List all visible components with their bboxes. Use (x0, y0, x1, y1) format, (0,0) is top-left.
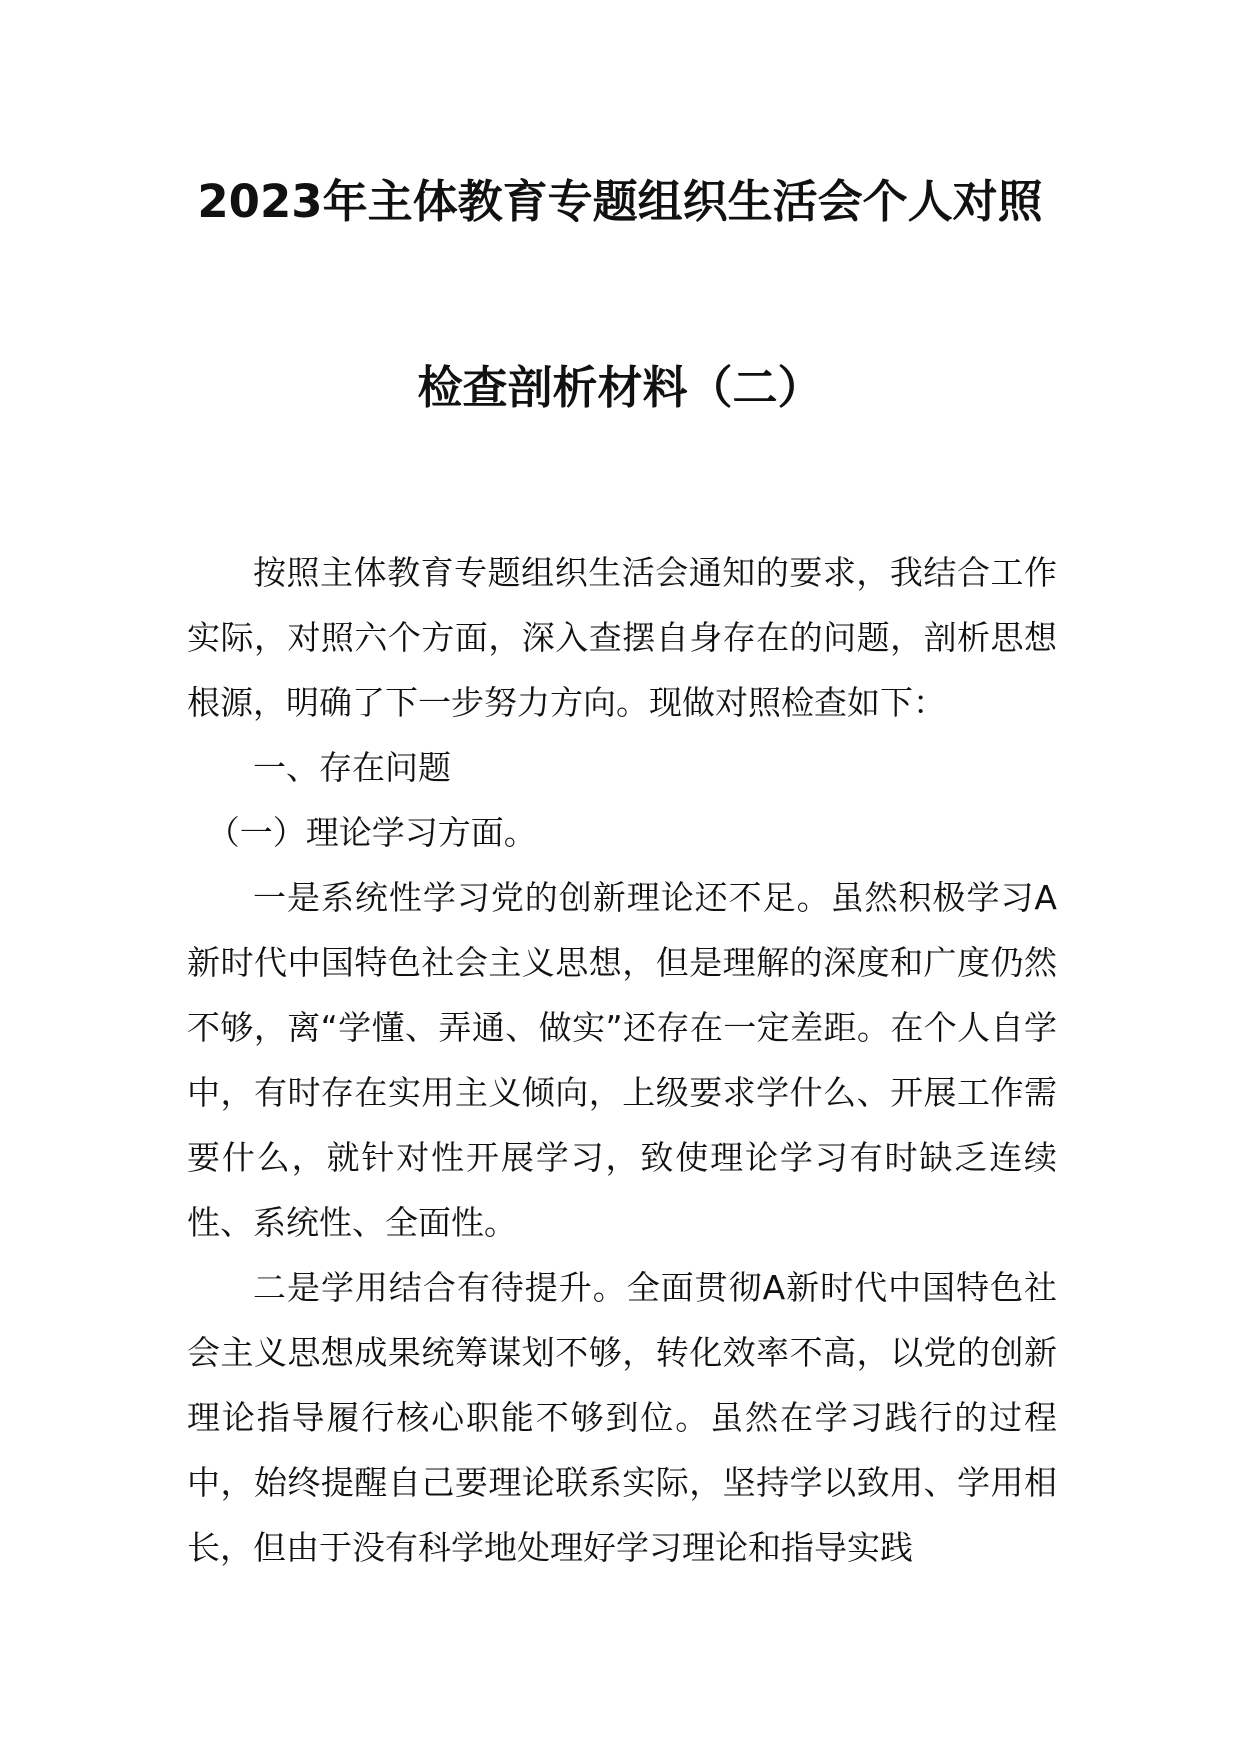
document-title-line-1: 2023年主体教育专题组织生活会个人对照 (197, 175, 1043, 228)
paragraph-point-two: 二是学用结合有待提升。全面贯彻A新时代中国特色社会主义思想成果统筹谋划不够，转化效率不高，以党的创新理论指导履行核心职能不够到位。虽然在学习践行的过程中，始终提醒自己要理论联系实际，坚持学以致用、学用相长，但由于没有科学地处理好学习理论和指导实践 (187, 1268, 1057, 1567)
subsection-heading-theory-study: （一）理论学习方面。 (206, 813, 537, 852)
document-title-line-2: 检查剖析材料（二） (417, 361, 823, 414)
paragraph-intro: 按照主体教育专题组织生活会通知的要求，我结合工作实际，对照六个方面，深入查摆自身存在的问题，剖析思想根源，明确了下一步努力方向。现做对照检查如下： (187, 553, 1057, 722)
section-heading-problems: 一、存在问题 (253, 748, 451, 787)
document-body (187, 540, 1057, 1580)
paragraph-point-one: 一是系统性学习党的创新理论还不足。虽然积极学习A新时代中国特色社会主义思想，但是理解的深度和广度仍然不够，离“学懂、弄通、做实”还存在一定差距。在个人自学中，有时存在实用主义倾向，上级要求学什么、开展工作需要什么，就针对性开展学习，致使理论学习有时缺乏连续性、系统性、全面性。 (187, 878, 1057, 1242)
